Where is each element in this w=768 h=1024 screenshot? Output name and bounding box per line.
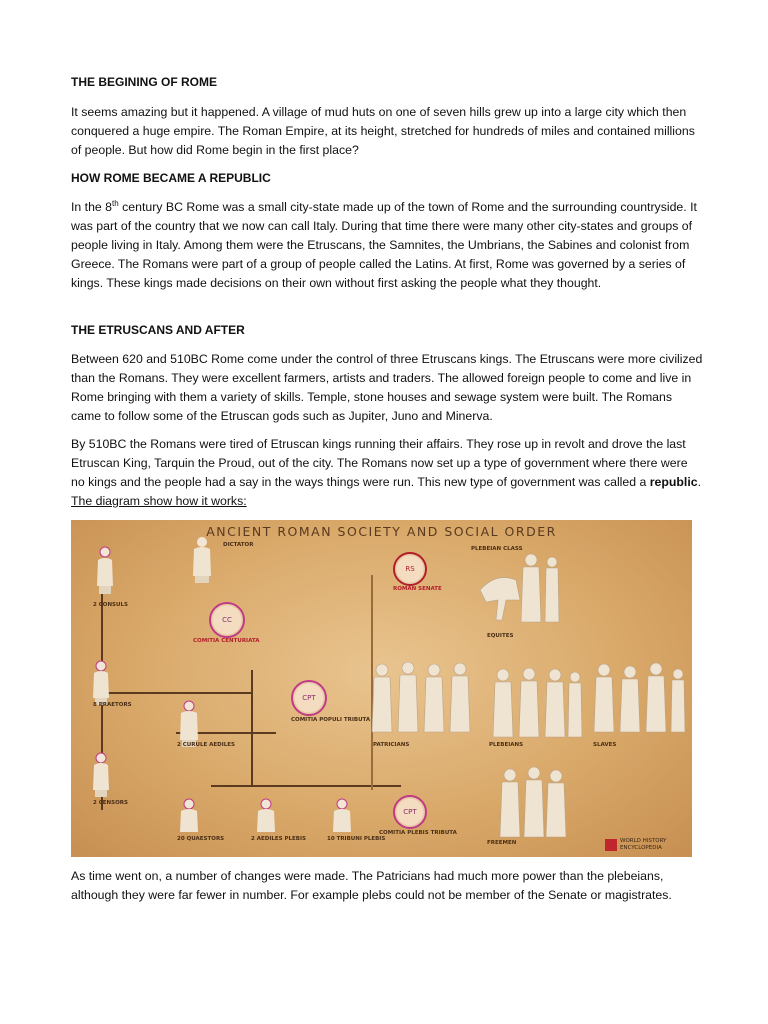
tribune-statue-icon <box>329 798 355 834</box>
heading-etruscans-and-after: THE ETRUSCANS AND AFTER <box>71 323 245 337</box>
paragraph-intro: It seems amazing but it happened. A village of mud huts on one of seven hills grew up into a large city which then conquered a huge empire. The Roman Empire, at its height, stretched for hundreds of miles and contained millions of people. But how did Rome begin in the first place? <box>71 105 695 157</box>
roman-senate-seal: RS <box>393 552 427 586</box>
infographic-title: ANCIENT ROMAN SOCIETY AND SOCIAL ORDER <box>206 524 557 539</box>
paragraph-city-state: In the 8th century BC Rome was a small city-state made up of the town of Rome and the surrounding countryside. It was part of the country that we now can call Italy. During that time there were many other city-states and groups of people living in Italy. Among them were the Etruscans, the Samnites, the Umbrians, the Sabines and colonist from Greece. The Romans were part of a group of people called the Latins. At first, Rome was governed by a series of kings. These kings made decisions on their own without first asking the people what they thought. <box>71 198 697 290</box>
plebeians-relief-icon <box>489 665 584 745</box>
connector-line <box>211 785 401 787</box>
patricians-relief-icon <box>368 660 478 740</box>
connector-line <box>101 692 251 694</box>
consul-statue-icon <box>93 546 117 596</box>
label-comitia-populi-tributa: COMITIA POPULI TRIBUTA <box>291 717 371 723</box>
quaestor-statue-icon <box>176 798 202 834</box>
heading-beginning-of-rome: THE BEGINING OF ROME <box>71 75 218 89</box>
dictator-statue-icon <box>189 536 215 584</box>
logo-mark-icon <box>605 839 617 851</box>
label-aediles-plebis: 2 AEDILES PLEBIS <box>251 836 306 842</box>
label-plebeian-class: PLEBEIAN CLASS <box>471 546 523 552</box>
label-comitia-plebis-tributa: COMITIA PLEBIS TRIBUTA <box>379 830 457 836</box>
freemen-relief-icon <box>496 765 571 843</box>
label-dictator: DICTATOR <box>223 542 254 548</box>
connector-line <box>251 670 253 785</box>
label-censors: 2 CENSORS <box>93 800 128 806</box>
label-curule-aediles: 2 CURULE AEDILES <box>177 742 235 748</box>
label-equites: EQUITES <box>487 633 514 639</box>
roman-society-infographic <box>71 520 692 857</box>
label-slaves: SLAVES <box>593 742 617 748</box>
label-plebeians: PLEBEIANS <box>489 742 524 748</box>
underlined-diagram-note: The diagram show how it works: <box>71 494 247 508</box>
world-history-encyclopedia-logo <box>605 838 687 852</box>
equites-relief-icon <box>476 550 561 630</box>
slaves-relief-icon <box>588 660 688 740</box>
aedile-plebis-statue-icon <box>253 798 279 834</box>
comitia-centuriata-seal: CC <box>209 602 245 638</box>
label-patricians: PATRICIANS <box>373 742 410 748</box>
label-comitia-centuriata: COMITIA CENTURIATA <box>193 638 260 644</box>
paragraph-etruscan-rule: Between 620 and 510BC Rome come under the control of three Etruscans kings. The Etruscans were more civilized than the Romans. They were excellent farmers, artists and traders. The allowed foreign people to come and live in Rome bringing with them a variety of skills. Temple, stone houses and sewage system were built. The Romans came to follow some of the Etruscan gods such as Jupiter, Juno and Minerva. <box>71 352 703 423</box>
logo-text: WORLD HISTORY ENCYCLOPEDIA <box>620 838 667 851</box>
bold-republic: republic <box>649 475 698 489</box>
label-roman-senate: ROMAN SENATE <box>393 586 442 592</box>
label-quaestors: 20 QUAESTORS <box>177 836 225 842</box>
superscript-th: th <box>112 198 119 208</box>
comitia-plebis-tributa-seal: CPT <box>393 795 427 829</box>
comitia-populi-tributa-seal: CPT <box>291 680 327 716</box>
label-tribuni-plebis: 10 TRIBUNI PLEBIS <box>327 836 386 842</box>
heading-how-rome-became-republic: HOW ROME BECAME A REPUBLIC <box>71 171 271 185</box>
aedile-statue-icon <box>176 700 202 748</box>
label-freemen: FREEMEN <box>487 840 517 846</box>
label-praetors: 8 PRAETORS <box>93 702 132 708</box>
censor-statue-icon <box>89 752 113 798</box>
paragraph-changes: As time went on, a number of changes were made. The Patricians had much more power than the plebeians, although they were far fewer in number. For example plebs could not be member of the Senate or magistrates. <box>71 869 672 902</box>
label-consuls: 2 CONSULS <box>93 602 128 608</box>
paragraph-republic: By 510BC the Romans were tired of Etruscan kings running their affairs. They rose up in revolt and drove the last Etruscan King, Tarquin the Proud, out of the city. The Romans now set up a type of government where there were no kings and the people had a say in the ways things were run. This new type of government was called a republic. The diagram show how it works: <box>71 437 702 508</box>
praetor-statue-icon <box>89 660 113 706</box>
